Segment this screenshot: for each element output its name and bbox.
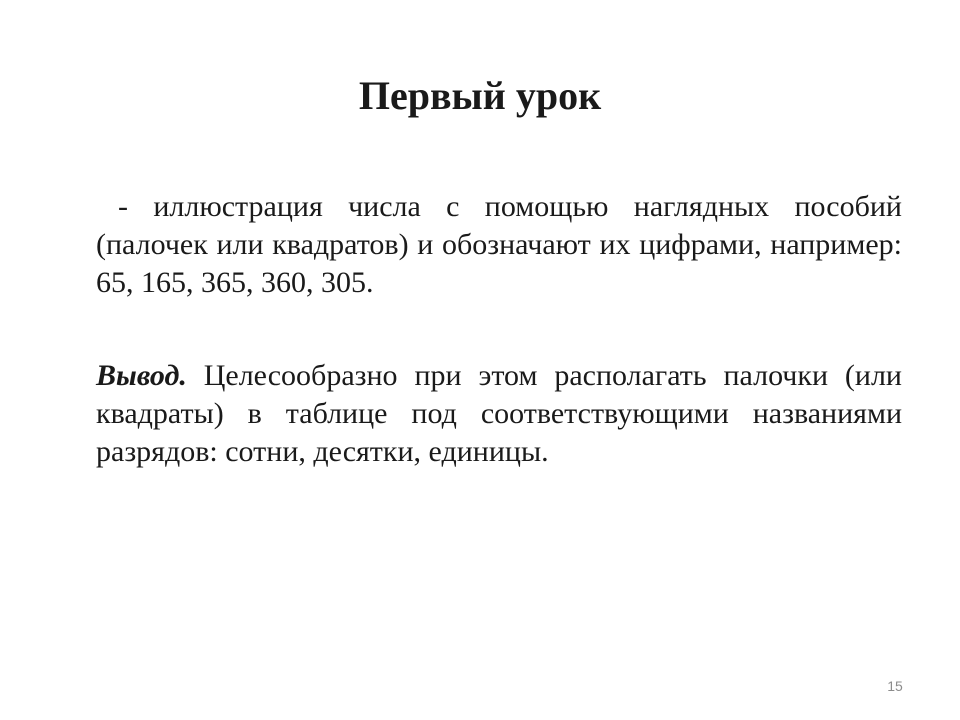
conclusion-paragraph <box>96 357 902 471</box>
conclusion-text: Целесообразно при этом располагать палочки (или квадраты) в таблице под соответствующими названиями разрядов: сотни, десятки, единицы. <box>96 359 902 468</box>
page-number: 15 <box>887 678 903 694</box>
conclusion-lead: Вывод. <box>96 359 187 392</box>
illustration-paragraph: - иллюстрация числа с помощью наглядных пособий (палочек или квадратов) и обозначают их цифрами, например: 65, 165, 365, 360, 305. <box>96 190 902 299</box>
slide-title: Первый урок <box>358 73 602 118</box>
